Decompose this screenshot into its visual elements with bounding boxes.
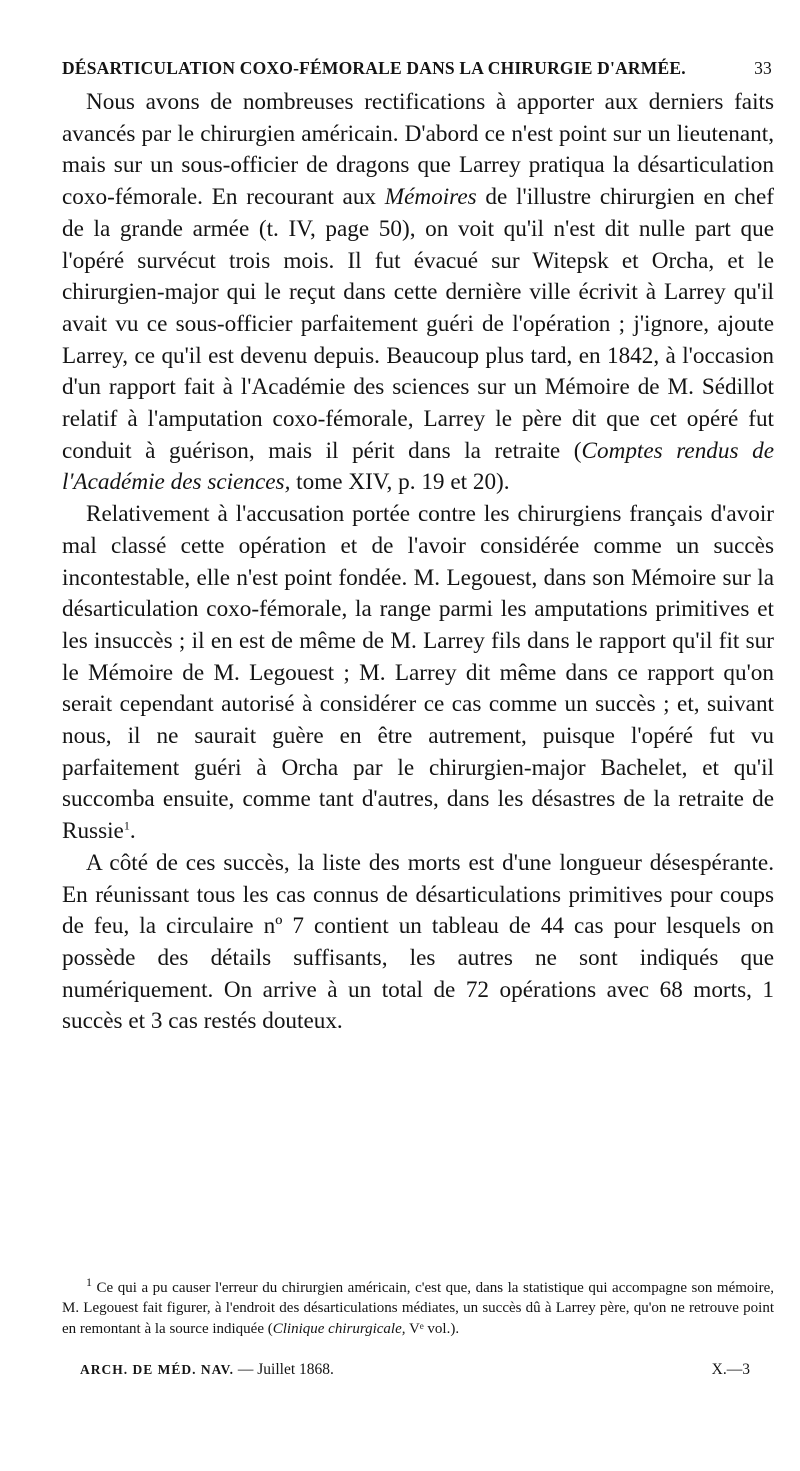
paragraph-3: A côté de ces succès, la liste des morts est d'une longueur désespérante. En réunissant tous les cas connus de désarticulations primitives pour coups de feu, la circulaire nº 7 contient un tableau de 44 cas pour lesquels on possède des détails suffisants, les autres ne sont indiqués que numériquement. On arrive à un total de 72 opérations avec 68 morts, 1 succès et 3 cas restés douteux. xyxy=(62,849,774,1035)
paragraph-2: Relativement à l'accusation portée contre les chirurgiens français d'avoir mal classé cette opération et de l'avoir considérée comme un succès incontestable, elle n'est point fondée. M. Legouest, dans son Mémoire sur la désarticulation coxo-fémorale, la range parmi les amputations primitives et les insuccès ; il en est de même de M. Larrey fils dans le rapport qu'il fit sur le Mémoire de M. Legouest ; M. Larrey dit même dans ce rapport qu'on serait cependant autorisé à considérer ce cas comme un succès ; et, suivant nous, il ne saurait guère en être autrement, puisque l'opéré fut vu parfaitement guéri à Orcha par le chirurgien-major Bachelet, et qu'il succomba ensuite, comme tant d'autres, dans les désastres de la retraite de Russie$^1$. xyxy=(62,501,774,845)
footnote-1: $^1$ Ce qui a pu causer l'erreur du chirurgien américain, c'est que, dans la statistique qui accompagne son mémoire, M. Legouest fait figurer, à l'endroit des désarticulations médiates, un succès dû à Larrey père, qu'on ne retrouve point en remontant à la source indiquée (Clinique chirurgicale, Vᵉ vol.). xyxy=(62,1275,774,1337)
signature-mark: X.—3 xyxy=(711,1361,750,1378)
footnote-block xyxy=(62,1275,774,1339)
memoires-title: Mémoires xyxy=(384,184,477,211)
body-text xyxy=(62,87,774,1038)
comptes-rendus-title: Comptes rendus de l'Académie des sciences, xyxy=(62,437,774,496)
footnote-marker: 1 xyxy=(86,1275,92,1289)
running-head xyxy=(62,58,772,79)
issue-date: — Juillet 1868. xyxy=(234,1361,334,1378)
journal-name: ARCH. DE MÉD. NAV. xyxy=(80,1362,235,1377)
footnote-reference: 1 xyxy=(123,818,130,833)
clinique-title: Clinique chirurgicale, xyxy=(272,1320,406,1337)
running-title: DÉSARTICULATION COXO-FÉMORALE DANS LA CHIRURGIE D'ARMÉE. xyxy=(62,58,686,78)
page-number: 33 xyxy=(754,58,772,78)
paragraph-1: Nous avons de nombreuses rectifications à apporter aux derniers faits avancés par le chirurgien américain. D'abord ce n'est point sur un lieutenant, mais sur un sous-officier de dragons que Larrey pratiqua la désarticulation coxo-fémorale. En recourant aux Mémoires de l'illustre chirurgien en chef de la grande armée (t. IV, page 50), on voit qu'il n'est dit nulle part que l'opéré survécut trois mois. Il fut évacué sur Witepsk et Orcha, et le chirurgien-major qui le reçut dans cette dernière ville écrivit à Larrey qu'il avait vu ce sous-officier parfaitement guéri de l'opération ; j'ignore, ajoute Larrey, ce qu'il est devenu depuis. Beaucoup plus tard, en 1842, à l'occasion d'un rapport fait à l'Académie des sciences sur un Mémoire de M. Sédillot relatif à l'amputation coxo-fémorale, Larrey le père dit que cet opéré fut conduit à guérison, mais il périt dans la retraite (Comptes rendus de l'Académie des sciences, tome XIV, p. 19 et 20). xyxy=(62,89,775,496)
